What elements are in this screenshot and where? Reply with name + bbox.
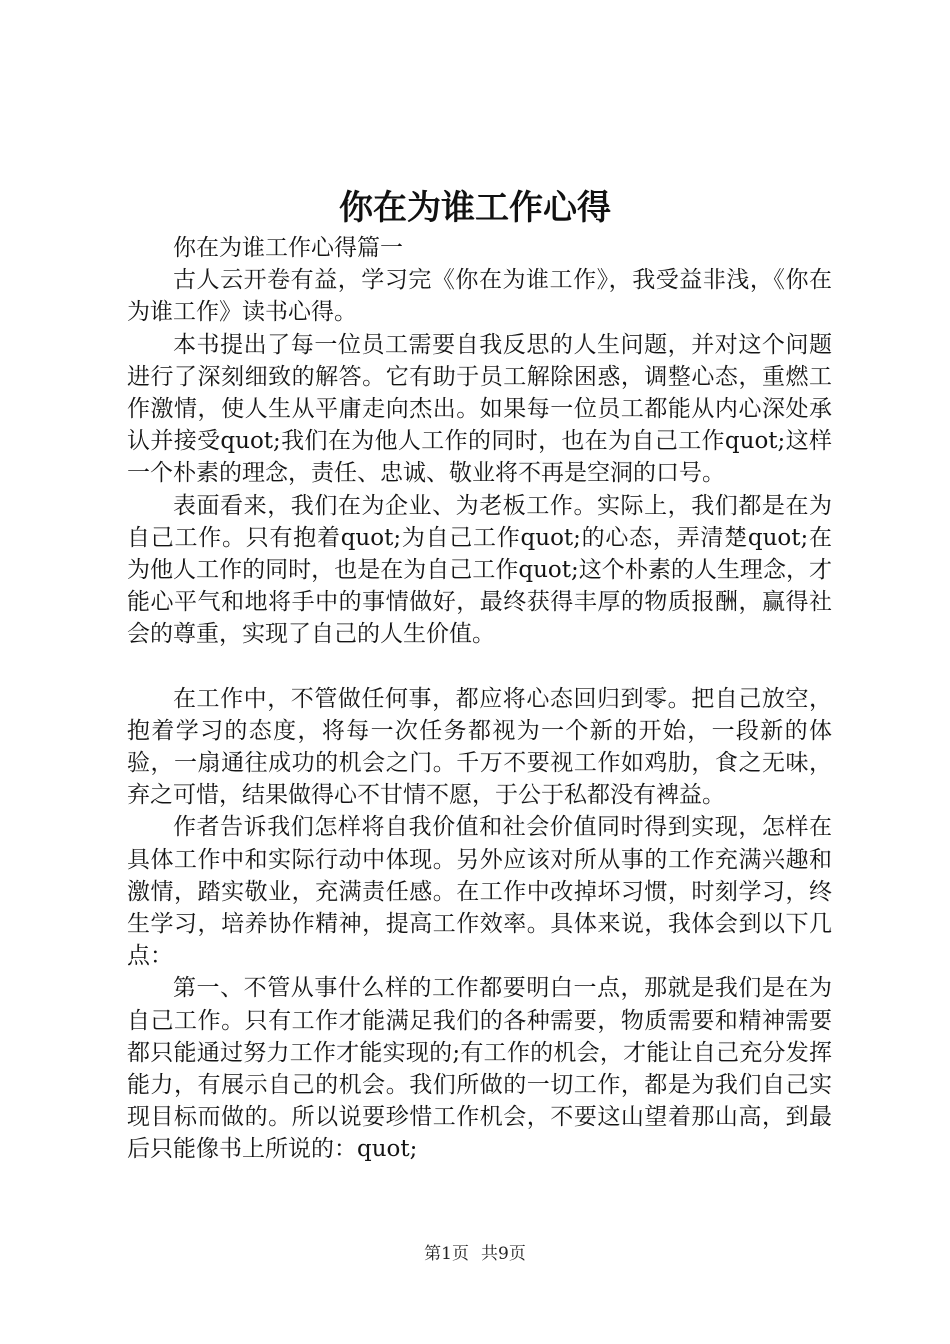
paragraph-3: 表面看来，我们在为企业、为老板工作。实际上，我们都是在为自己工作。只有抱着quot;为自己工作quot;的心态，弄清楚quot;在为他人工作的同时，也是在为自己工作quot;这个朴素的人生理念，才能心平气和地将手中的事情做好，最终获得丰厚的物质报酬，赢得社会的尊重，实现了自己的人生价值。 bbox=[127, 492, 832, 648]
paragraph-6: 第一、不管从事什么样的工作都要明白一点，那就是我们是在为自己工作。只有工作才能满足我们的各种需要，物质需要和精神需要都只能通过努力工作才能实现的;有工作的机会，才能让自己充分发挥能力，有展示自己的机会。我们所做的一切工作，都是为我们自己实现目标而做的。所以说要珍惜工作机会，不要这山望着那山高，到最后只能像书上所说的：quot; bbox=[127, 975, 832, 1163]
paragraph-5: 作者告诉我们怎样将自我价值和社会价值同时得到实现，怎样在具体工作中和实际行动中体现。另外应该对所从事的工作充满兴趣和激情，踏实敬业，充满责任感。在工作中改掉坏习惯，时刻学习，终生学习，培养协作精神，提高工作效率。具体来说，我体会到以下几点： bbox=[127, 814, 832, 970]
paragraph-2: 本书提出了每一位员工需要自我反思的人生问题，并对这个问题进行了深刻细致的解答。它有助于员工解除困惑，调整心态，重燃工作激情，使人生从平庸走向杰出。如果每一位员工都能从内心深处承认并接受quot;我们在为他人工作的同时，也在为自己工作quot;这样一个朴素的理念，责任、忠诚、敬业将不再是空洞的口号。 bbox=[127, 331, 832, 487]
page-total: 共9页 bbox=[481, 1244, 526, 1264]
paragraph-4: 在工作中，不管做任何事，都应将心态回归到零。把自己放空，抱着学习的态度，将每一次任务都视为一个新的开始，一段新的体验，一扇通往成功的机会之门。千万不要视工作如鸡肋，食之无味，弃之可惜，结果做得心不甘情不愿，于公于私都没有裨益。 bbox=[127, 685, 832, 809]
document-body bbox=[127, 232, 832, 1166]
paragraph-1: 古人云开卷有益，学习完《你在为谁工作》，我受益非浅，《你在为谁工作》读书心得。 bbox=[127, 267, 832, 326]
section-heading: 你在为谁工作心得篇一 bbox=[173, 235, 403, 261]
paragraph-spacer bbox=[127, 651, 832, 683]
document-title: 你在为谁工作心得 bbox=[339, 188, 611, 228]
page-footer bbox=[0, 1240, 950, 1268]
page-number: 第1页 bbox=[424, 1244, 469, 1264]
